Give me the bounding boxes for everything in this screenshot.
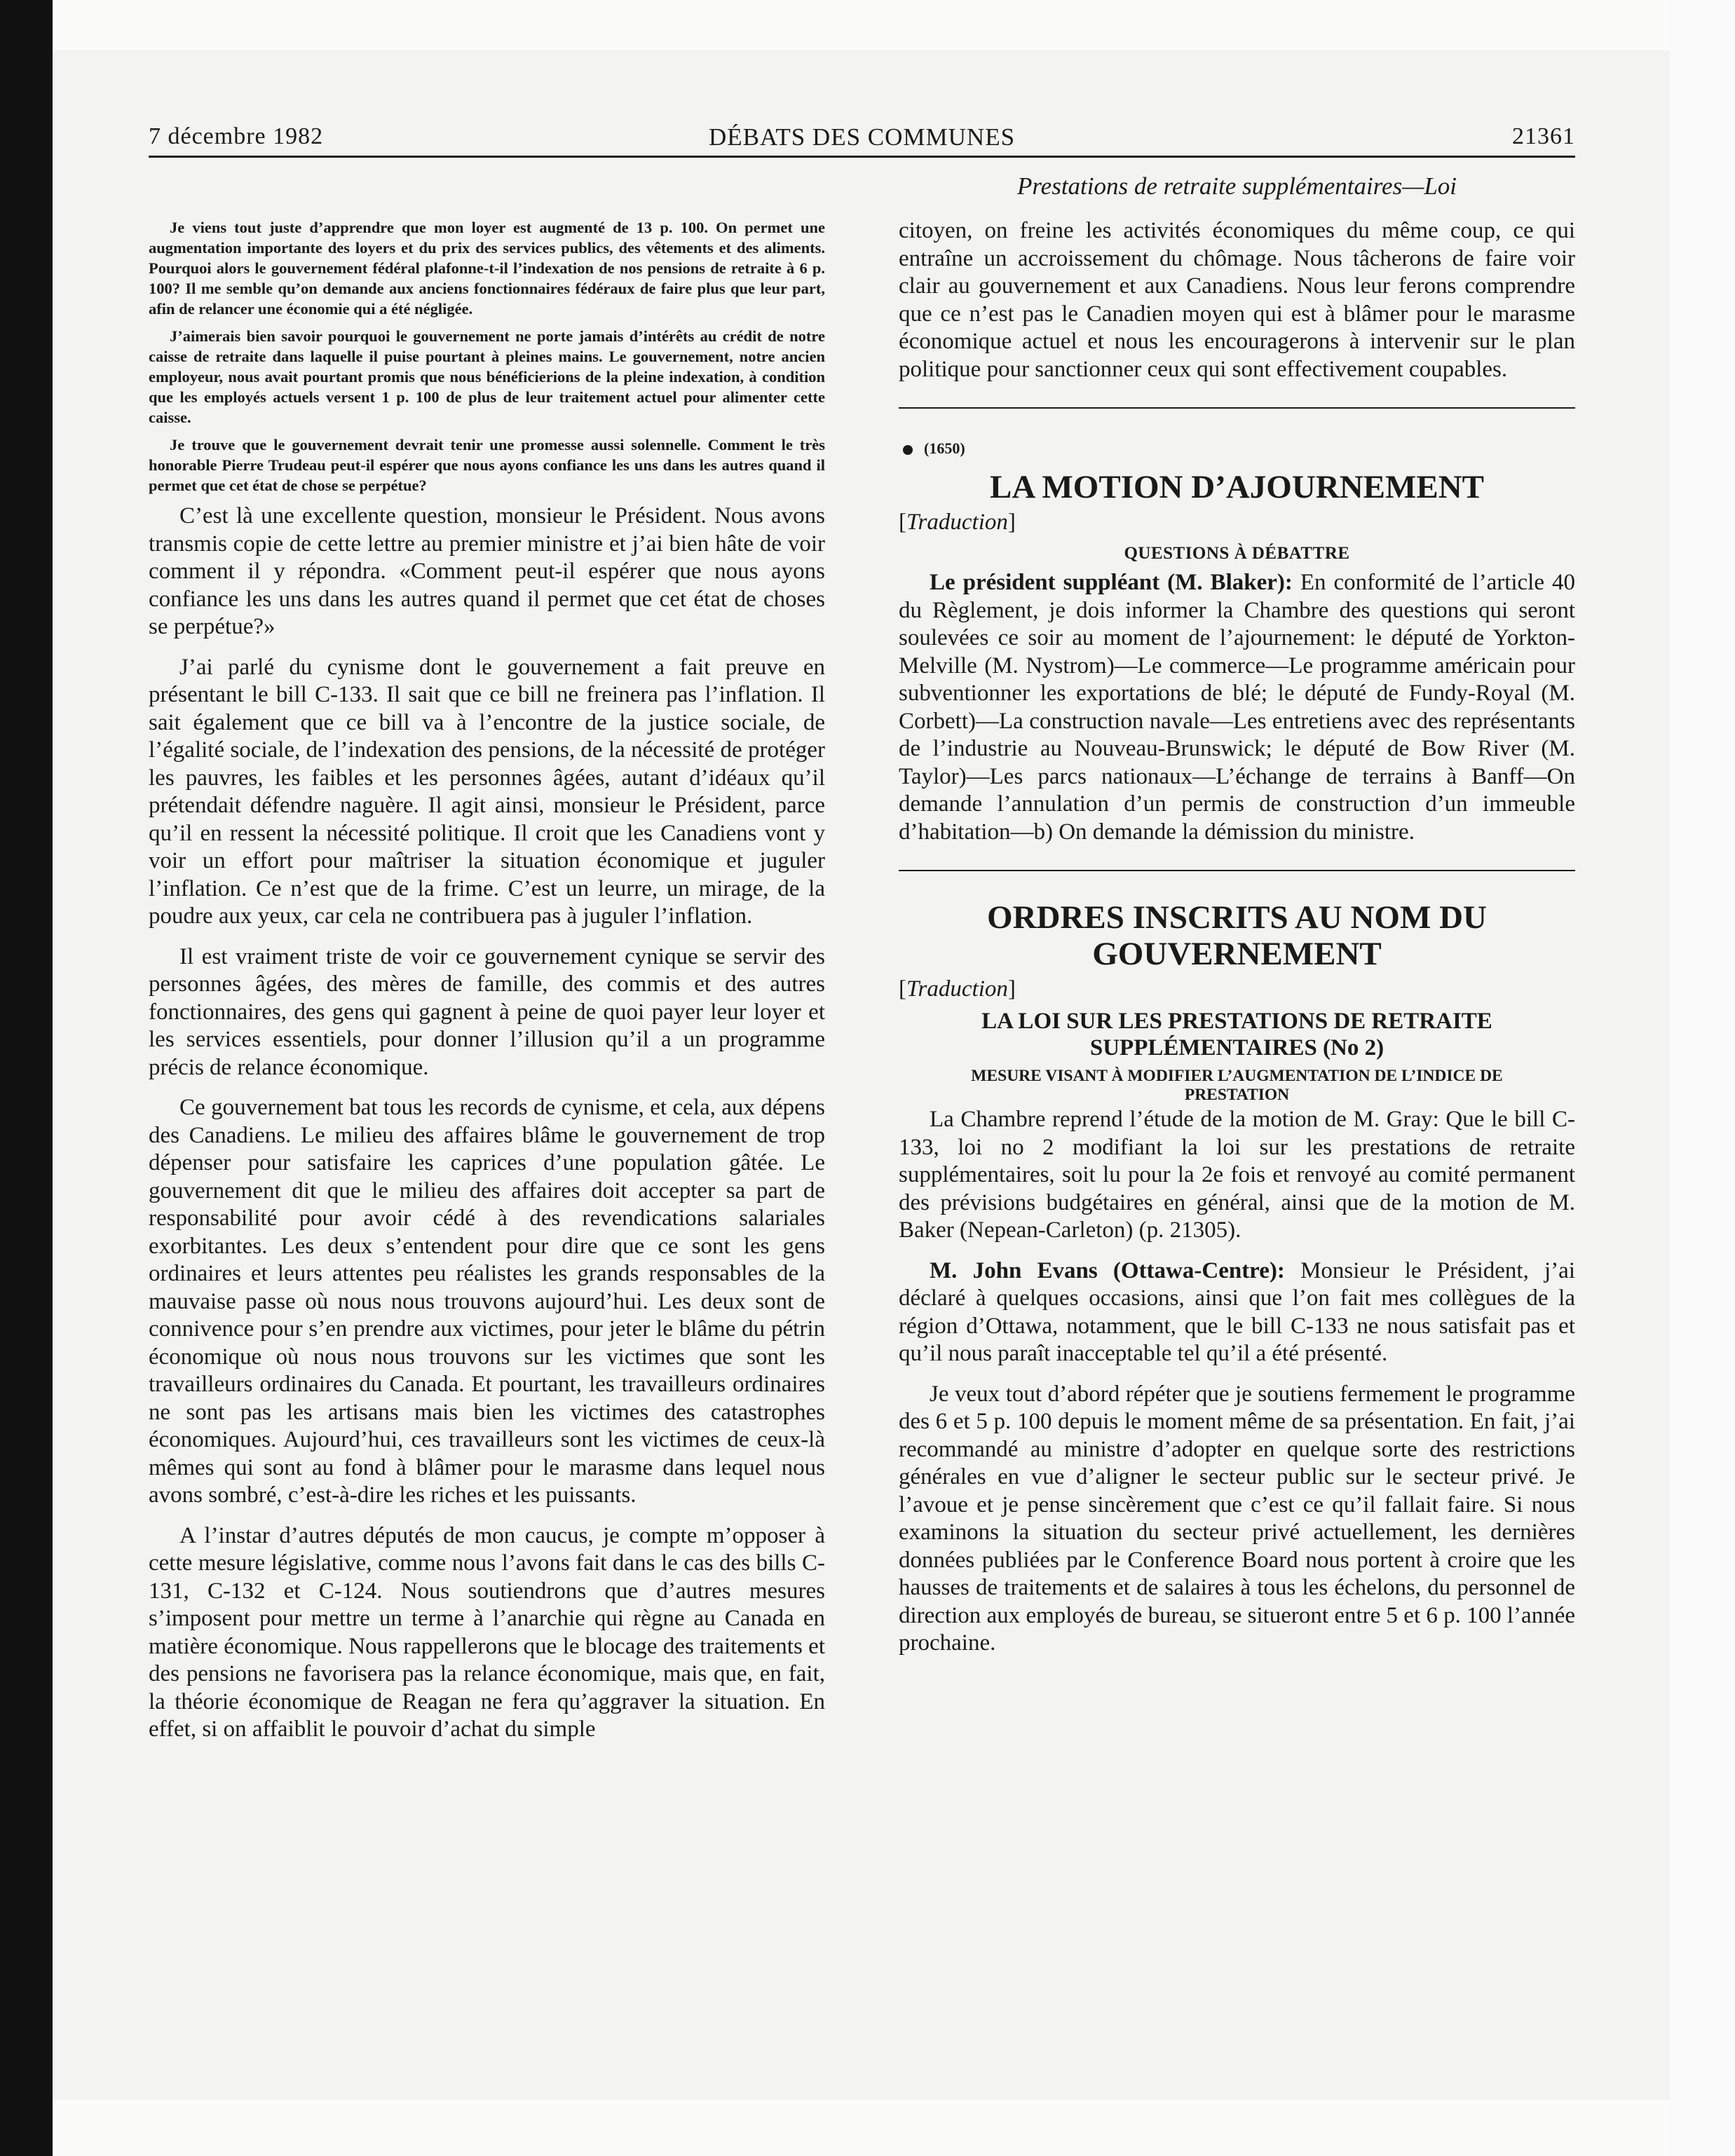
translation-note [899, 510, 1575, 535]
page-header [149, 119, 1575, 158]
orders-section-title [899, 899, 1575, 972]
scan-border-left [0, 0, 53, 2156]
speaker-name: Le président suppléant (M. Blaker): [930, 570, 1293, 595]
time-marker-text: (1650) [924, 439, 965, 457]
header-page-number: 21361 [1512, 123, 1575, 149]
scan-border-bottom [53, 2100, 1670, 2156]
speaker-text: En conformité de l’article 40 du Règlement, je dois informer la Chambre des questions qui seront soulevées ce soir au moment de l’ajournement: le député de Yorkton-Melville (M. Nystrom)—Le commerce—Le programme américain pour subventionner les exportations de blé; le député de Fundy-Royal (M. Corbett)—La construction navale—Les entretiens avec des représentants de l’industrie au Nouveau-Brunswick; le député de Bow River (M. Taylor)—Les parcs nationaux—L’échange de terrains à Banff—On demande l’annulation d’un permis de construction d’un immeuble d’habitation—b) On demande la démission du ministre. [899, 570, 1575, 845]
translation-note [899, 976, 1575, 1002]
translation-label: Traduction [906, 510, 1008, 535]
bracket-close: ] [1007, 976, 1016, 1002]
left-column [149, 217, 825, 1756]
document-page [149, 119, 1576, 1742]
continuation-paragraph: citoyen, on freine les activités économiques du même coup, ce qui entraîne un accroissement du chômage. Nous tâcherons de faire voir clair au gouvernement et aux Canadiens. Nous leur ferons comprendre que ce n’est pas le Canadien moyen qui est à blâmer pour le marasme économique actuel et nous les encouragerons à intervenir sur le plan politique pour sanctionner ceux qui sont effectivement coupables. [899, 218, 1575, 382]
header-title: DÉBATS DES COMMUNES [708, 123, 1016, 151]
scan-border-right [1670, 0, 1735, 2156]
body-paragraph: Ce gouvernement bat tous les records de cynisme, et cela, aux dépens des Canadiens. Le milieu des affaires blâme le gouvernement de trop dépenser pour satisfaire les caprices d’une population gâtée. Le gouvernement dit que le milieu des affaires doit accepter sa part de responsabilité pour avoir cédé à des revendications salariales exorbitantes. Les deux s’entendent pour dire que ce sont les gens ordinaires et leurs attentes peu réalistes les grands responsables de la mauvaise passe où nous nous trouvons aujourd’hui. Les deux sont de connivence pour s’en prendre aux victimes, pour jeter le blâme du pétrin économique où nous nous trouvons sur les victimes que sont les travailleurs ordinaires du Canada. Et pourtant, les travailleurs ordinaires ne sont pas les artisans mais bien les victimes des catastrophes économiques. Aujourd’hui, ces travailleurs sont les victimes de ceux-là mêmes qui sont au fond à blâmer pour le marasme dans lequel nous avons sombré, c’est-à-dire les riches et les puissants. [149, 1095, 825, 1508]
header-date: 7 décembre 1982 [149, 123, 324, 149]
speaker-paragraph [899, 1257, 1575, 1368]
bill-title [899, 1008, 1575, 1061]
quoted-letter-paragraph: Je viens tout juste d’apprendre que mon loyer est augmenté de 13 p. 100. On permet une augmentation importante des loyers et du prix des services publics, des vêtements et des aliments. Pourquoi alors le gouvernement fédéral plafonne-t-il l’indexation de nos pensions de retraite à 6 p. 100? Il me semble qu’on demande aux anciens fonctionnaires fédéraux de faire plus que leur part, afin de relancer une économie qui a été négligée. [149, 219, 825, 318]
bill-title-line1: LA LOI SUR LES PRESTATIONS DE RETRAITE [981, 1009, 1492, 1034]
orders-title-line1: ORDRES INSCRITS AU NOM DU [987, 899, 1487, 936]
speaker-paragraph [899, 569, 1575, 846]
header-rule [149, 156, 1575, 158]
measure-title [899, 1067, 1575, 1105]
motion-section-title: LA MOTION D’AJOURNEMENT [989, 469, 1485, 505]
body-paragraph: C’est là une excellente question, monsieur le Président. Nous avons transmis copie de cette lettre au premier ministre et j’ai bien hâte de voir comment il y répondra. «Comment peut-il espérer que nous ayons confiance les uns dans les autres quand il permet que cet état de choses se perpétue?» [149, 503, 825, 639]
section-divider [899, 870, 1575, 871]
translation-label: Traduction [906, 976, 1008, 1002]
bullet-icon [903, 445, 913, 455]
right-column [899, 217, 1575, 1670]
speaker-name: M. John Evans (Ottawa-Centre): [930, 1257, 1285, 1283]
speaker-text: Monsieur le Président, j’ai déclaré à quelques occasions, ainsi que l’on fait mes collègues de la région d’Ottawa, notamment, que le bill C-133 ne nous satisfait pas et qu’il nous paraît inacceptable tel qu’il a été présenté. [899, 1257, 1576, 1366]
bracket-open: [ [899, 976, 906, 1002]
orders-title-line2: GOUVERNEMENT [1092, 936, 1382, 972]
body-paragraph: Je veux tout d’abord répéter que je soutiens fermement le programme des 6 et 5 p. 100 depuis le moment même de sa présentation. En fait, j’ai recommandé au ministre d’adopter en quelque sorte des restrictions générales en vue d’aligner le secteur public sur le secteur privé. Je l’avoue et je pense sincèrement que c’est ce qu’il fallait faire. Si nous examinons la situation du secteur privé actuellement, les dernières données publiées par le Conference Board nous portent à croire que les hausses de traitements et de salaires à tous les échelons, du personnel de direction aux employés de bureau, se situeront entre 5 et 6 p. 100 l’année prochaine. [899, 1381, 1575, 1656]
body-paragraph: A l’instar d’autres députés de mon caucus, je compte m’opposer à cette mesure législative, comme nous l’avons fait dans le cas des bills C-131, C-132 et C-124. Nous soutiendrons que d’autres mesures s’imposent pour mettre un terme à l’anarchie qui règne au Canada en matière économique. Nous rappellerons que le blocage des traitements et des pensions ne favorisera pas la relance économique, mais que, en fait, la théorie économique de Reagan ne fera qu’aggraver la situation. En effet, si on affaiblit le pouvoir d’achat du simple [149, 1522, 825, 1742]
running-head: Prestations de retraite supplémentaires—Loi [1016, 172, 1457, 200]
quoted-letter-paragraph: Je trouve que le gouvernement devrait tenir une promesse aussi solennelle. Comment le très honorable Pierre Trudeau peut-il espérer que nous ayons confiance les uns dans les autres quand il permet que cet état de chose se perpétue? [149, 436, 825, 494]
body-paragraph: Il est vraiment triste de voir ce gouvernement cynique se servir des personnes âgées, des mères de famille, des commis et des autres fonctionnaires, des gens qui gagnent à peine de quoi payer leur loyer et les services essentiels, pour donner l’illusion qu’il a un programme précis de relance économique. [149, 943, 825, 1080]
body-paragraph: La Chambre reprend l’étude de la motion de M. Gray: Que le bill C-133, loi no 2 modifiant la loi sur les prestations de retraite supplémentaires, soit lu pour la 2e fois et renvoyé au comité permanent des prévisions budgétaires en général, ainsi que de la motion de M. Baker (Nepean-Carleton) (p. 21305). [899, 1107, 1575, 1243]
time-marker [903, 439, 1575, 458]
bill-title-line2: SUPPLÉMENTAIRES (No 2) [1089, 1035, 1384, 1060]
bracket-open: [ [899, 510, 906, 535]
scan-border-top [53, 0, 1670, 50]
section-divider [899, 407, 1575, 409]
quoted-letter-paragraph: J’aimerais bien savoir pourquoi le gouvernement ne porte jamais d’intérêts au crédit de notre caisse de retraite dans laquelle il puise pourtant à pleines mains. Le gouvernement, notre ancien employeur, nous avait pourtant promis que nous bénéficierions de la pleine indexation, à condition que les employés actuels versent 1 p. 100 de plus de leur traitement actuel pour alimenter cette caisse. [149, 327, 825, 426]
measure-title-line2: PRESTATION [1184, 1086, 1290, 1104]
body-paragraph: J’ai parlé du cynisme dont le gouvernement a fait preuve en présentant le bill C-133. Il sait que ce bill ne freinera pas l’inflation. Il sait également que ce bill va à l’encontre de la justice sociale, de l’égalité sociale, de l’indexation des pensions, de la nécessité de protéger les pauvres, les faibles et les personnes âgées, autant d’idéaux qu’il prétendait défendre naguère. Il agit ainsi, monsieur le Président, parce qu’il en ressent la nécessité politique. Il croit que les Canadiens vont y voir un effort pour maîtriser la situation économique et juguler l’inflation. Ce n’est que de la frime. C’est un leurre, un mirage, de la poudre aux yeux, car cela ne contribuera pas à juguler l’inflation. [149, 654, 825, 929]
measure-title-line1: MESURE VISANT À MODIFIER L’AUGMENTATION DE L’INDICE DE [971, 1067, 1503, 1085]
questions-subhead: QUESTIONS À DÉBATTRE [1124, 544, 1350, 563]
bracket-close: ] [1007, 510, 1016, 535]
